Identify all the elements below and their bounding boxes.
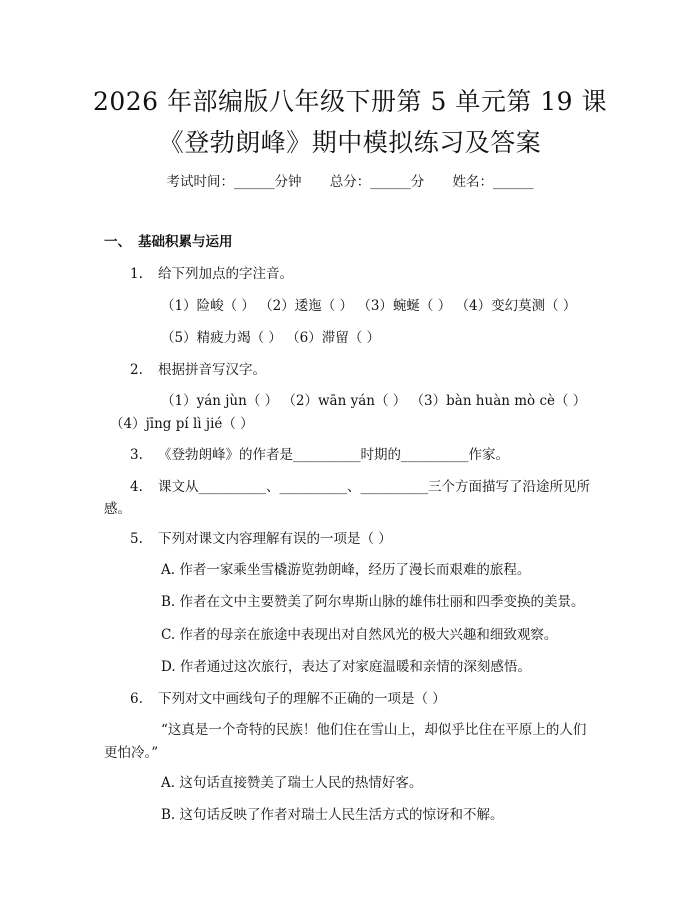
question-6 — [130, 687, 446, 707]
question-text: 根据拼音写汉字。 — [158, 362, 266, 378]
question-text: 给下列加点的字注音。 — [158, 266, 293, 282]
section-title: 基础积累与运用 — [138, 234, 233, 250]
exam-time: 考试时间：______分钟 — [166, 174, 302, 190]
section-heading — [104, 230, 233, 250]
q5-option-d: D. 作者通过这次旅行，表达了对家庭温暖和亲情的深刻感悟。 — [161, 659, 531, 675]
q5-option-b: B. 作者在文中主要赞美了阿尔卑斯山脉的雄伟壮丽和四季变换的美景。 — [161, 594, 585, 610]
q1-items-line2: （5）精疲力竭（ ） （6）滞留（ ） — [161, 330, 381, 346]
exam-meta — [0, 170, 700, 190]
q6-quote-line1: “这真是一个奇特的民族！他们住在雪山上，却似乎比住在平原上的人们 — [161, 722, 587, 738]
question-number: 1. — [130, 266, 143, 282]
question-2 — [130, 358, 266, 378]
question-text: 《登勃朗峰》的作者是__________时期的__________作家。 — [158, 447, 509, 463]
q2-items-line2: （4）jīng pí lì jié（ ） — [110, 416, 254, 432]
doc-title-line2: 《登勃朗峰》期中模拟练习及答案 — [158, 128, 542, 157]
question-number: 4. — [130, 479, 143, 495]
question-text: 下列对课文内容理解有误的一项是（ ） — [158, 531, 392, 547]
q5-option-c: C. 作者的母亲在旅途中表现出对自然风光的极大兴趣和细致观察。 — [161, 627, 558, 643]
exam-score: 总分：______分 — [329, 174, 425, 190]
question-number: 5. — [130, 531, 143, 547]
exam-name: 姓名：______ — [452, 174, 534, 190]
question-5 — [130, 527, 392, 547]
q6-option-b: B. 这句话反映了作者对瑞士人民生活方式的惊讶和不解。 — [161, 807, 504, 823]
question-4-continued: 感。 — [104, 501, 131, 517]
question-number: 3. — [130, 447, 143, 463]
q2-items-line1: （1）yán jùn（ ） （2）wān yán（ ） （3）bàn huàn mò cè（ ） — [161, 393, 587, 409]
question-text: 课文从__________、__________、__________三个方面描写了沿途所见所 — [158, 479, 590, 495]
question-1 — [130, 262, 293, 282]
question-text: 下列对文中画线句子的理解不正确的一项是（ ） — [158, 691, 446, 707]
q1-items-line1: （1）险峻（ ） （2）逶迤（ ） （3）蜿蜒（ ） （4）变幻莫测（ ） — [161, 298, 577, 314]
doc-title-line1: 2026 年部编版八年级下册第 5 单元第 19 课 — [92, 87, 608, 116]
question-number: 2. — [130, 362, 143, 378]
section-number: 一、 — [104, 234, 131, 250]
q5-option-a: A. 作者一家乘坐雪橇游览勃朗峰，经历了漫长而艰难的旅程。 — [161, 562, 531, 578]
q6-quote-line2: 更怕冷。” — [104, 745, 159, 761]
question-4 — [130, 475, 590, 495]
question-number: 6. — [130, 691, 143, 707]
q6-option-a: A. 这句话直接赞美了瑞士人民的热情好客。 — [161, 775, 423, 791]
question-3 — [130, 443, 509, 463]
